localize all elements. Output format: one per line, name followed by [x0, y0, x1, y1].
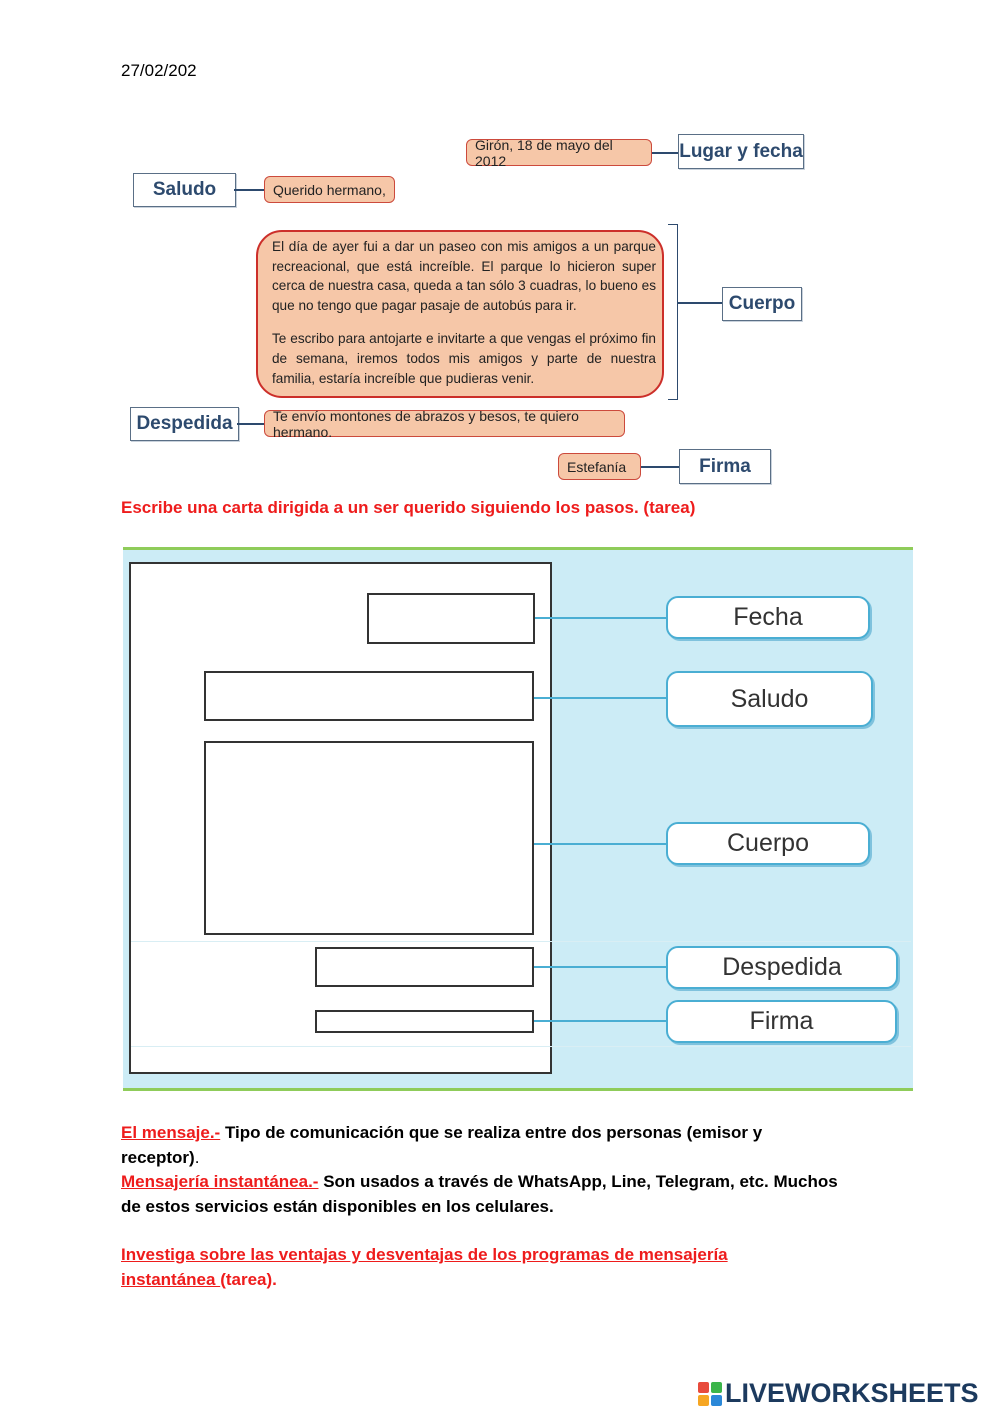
- connector-cuerpo: [678, 302, 722, 304]
- mensajeria-text: Son usados a través de WhatsApp, Line, Telegram, etc. Muchos de estos servicios están disponibles en los celulares.: [121, 1172, 838, 1216]
- guide-line: [131, 941, 911, 942]
- connector-despedida: [237, 423, 264, 425]
- lugar-fecha-label: Lugar y fecha: [678, 134, 804, 169]
- saludo-slot[interactable]: [204, 671, 534, 721]
- firma-link-line: [534, 1020, 667, 1022]
- connector-saludo: [234, 189, 264, 191]
- liveworksheets-icon: [698, 1382, 722, 1406]
- research-task: [121, 1243, 801, 1292]
- saludo-label: Saludo: [133, 173, 236, 207]
- firma-tag: Firma: [666, 1000, 897, 1043]
- task-rest: (tarea).: [220, 1269, 277, 1289]
- saludo-tag: Saludo: [666, 671, 873, 727]
- definition-mensaje: [121, 1121, 841, 1170]
- mensajeria-term: Mensajería instantánea.-: [121, 1172, 319, 1191]
- cuerpo-label: Cuerpo: [722, 287, 802, 321]
- mensaje-text: Tipo de comunicación que se realiza entre dos personas (emisor y receptor): [121, 1123, 763, 1167]
- despedida-link-line: [534, 966, 667, 968]
- despedida-slot[interactable]: [315, 947, 534, 987]
- despedida-tag: Despedida: [666, 946, 898, 989]
- firma-label: Firma: [679, 449, 771, 484]
- fecha-link-line: [535, 617, 667, 619]
- date: 27/02/202: [121, 61, 197, 80]
- cuerpo-paragraph-1: El día de ayer fui a dar un paseo con mis amigos a un parque recreacional, que está increíble. El parque lo hicieron super cerca de nuestra casa, queda a tan sólo 3 cuadras, lo bueno es que no tengo que pagar pasaje de autobús para ir.: [272, 239, 656, 313]
- mensaje-term: El mensaje.-: [121, 1123, 221, 1142]
- definition-mensajeria: [121, 1170, 841, 1219]
- task-underlined: Investiga sobre las ventajas y desventajas de los programas de mensajería instantánea: [121, 1245, 728, 1289]
- despedida-value: Te envío montones de abrazos y besos, te quiero hermano.: [264, 410, 625, 437]
- firma-value: Estefanía: [558, 453, 641, 480]
- cuerpo-value: [256, 230, 664, 398]
- lugar-fecha-value: Girón, 18 de mayo del 2012: [466, 139, 652, 166]
- instruction: Escribe una carta dirigida a un ser querido siguiendo los pasos. (tarea): [121, 498, 696, 517]
- connector-lugar-fecha: [652, 152, 678, 154]
- guide-line: [131, 1046, 911, 1047]
- cuerpo-link-line: [534, 843, 667, 845]
- cuerpo-bracket: [668, 224, 678, 400]
- despedida-label: Despedida: [130, 407, 239, 441]
- connector-firma: [641, 466, 679, 468]
- liveworksheets-wordmark: LIVEWORKSHEETS: [725, 1378, 979, 1408]
- saludo-link-line: [534, 697, 667, 699]
- cuerpo-paragraph-2: Te escribo para antojarte e invitarte a que vengas el próximo fin de semana, iremos todos mis amigos y parte de nuestra familia, estaría increíble que pudieras venir.: [272, 331, 656, 386]
- liveworksheets-logo: [698, 1378, 979, 1409]
- cuerpo-tag: Cuerpo: [666, 822, 870, 865]
- firma-slot[interactable]: [315, 1010, 534, 1033]
- mensaje-end: .: [194, 1147, 200, 1167]
- saludo-value: Querido hermano,: [264, 176, 395, 203]
- fecha-tag: Fecha: [666, 596, 870, 639]
- fecha-slot[interactable]: [367, 593, 535, 644]
- cuerpo-slot[interactable]: [204, 741, 534, 935]
